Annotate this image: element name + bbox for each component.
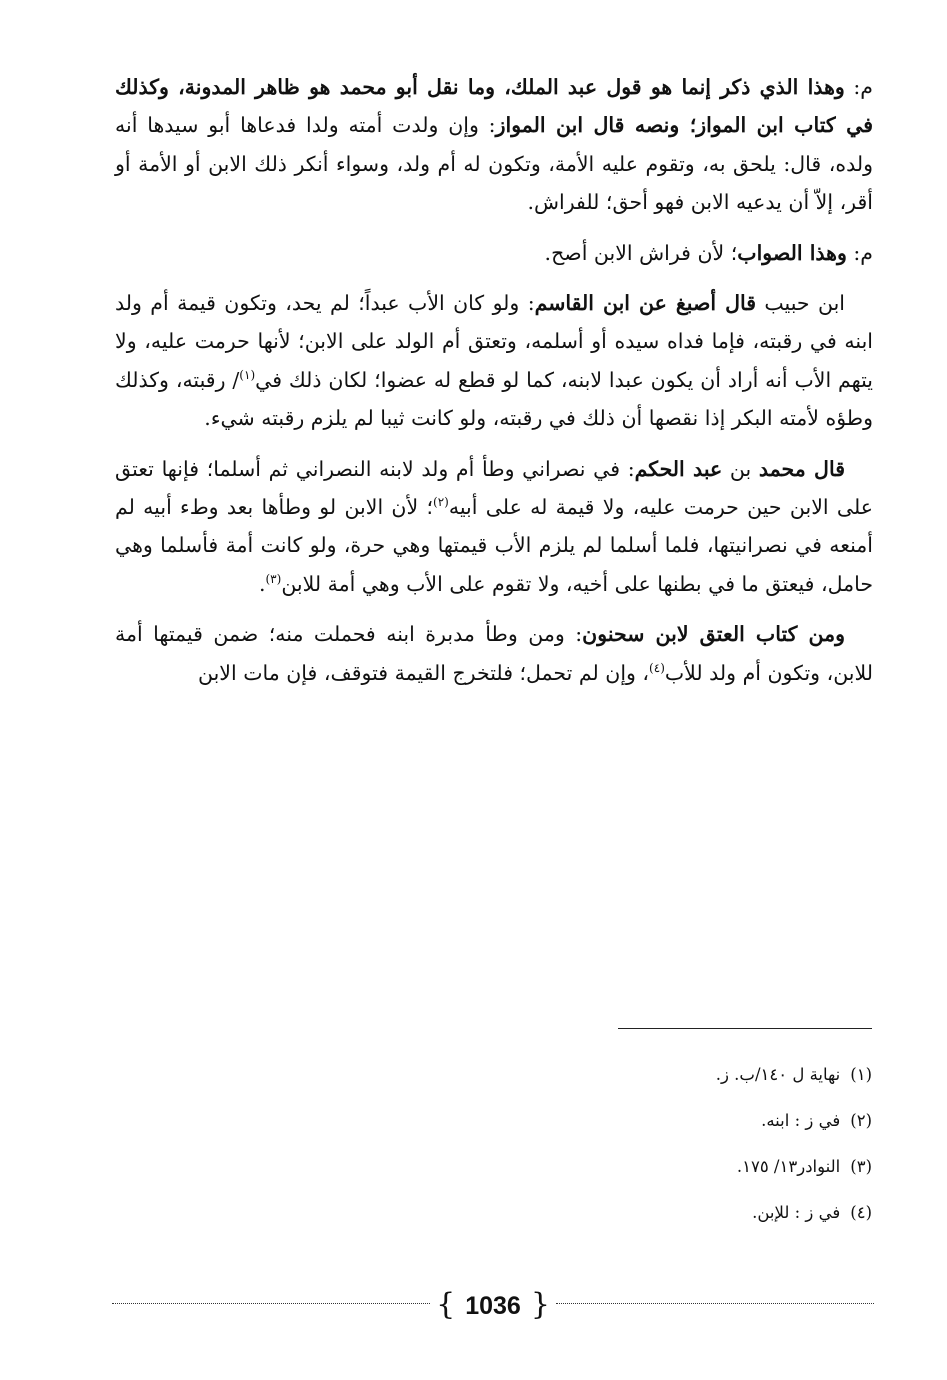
main-text xyxy=(115,68,873,704)
paragraph-3 xyxy=(115,284,873,438)
footnote-divider xyxy=(618,1028,872,1029)
footnote-2 xyxy=(312,1098,872,1144)
p2-bold: وهذا الصواب xyxy=(737,240,847,265)
p2-text: ؛ لأن فراش الابن أصح. xyxy=(544,240,738,265)
p4-text-c: . xyxy=(258,571,266,596)
p5-text-b: ، وإن لم تحمل؛ فلتخرج القيمة فتوقف، فإن مات الابن xyxy=(197,660,650,685)
footnote-ref-2[interactable]: (٢) xyxy=(433,495,449,510)
footnote-number: (١) xyxy=(850,1065,872,1084)
p4-text-a: : في نصراني وطأ أم ولد لابنه النصراني ثم أسلما؛ فإنها تعتق على الابن حين حرمت عليه، ولا قيمة له على أبيه xyxy=(115,456,873,520)
footnote-text: في ز : ابنه. xyxy=(761,1111,841,1130)
paragraph-1 xyxy=(115,68,873,222)
p5-bold: ومن كتاب العتق لابن سحنون xyxy=(582,622,845,647)
footnote-ref-4[interactable]: (٤) xyxy=(649,660,665,675)
p4-text-b: ؛ لأن الابن لو وطأها بعد وطء أبيه لم أمنعه في نصرانيتها، فلما أسلما لم يلزم الأب قيمتها وهي حرة، ولو كانت أمة فأسلما وهي حامل، فيعتق ما في بطنها على أخيه، ولا تقوم على الأب وهي أمة للابن xyxy=(115,495,873,596)
p3-bold: قال أصبغ عن ابن القاسم xyxy=(534,291,757,316)
footnote-ref-3[interactable]: (٣) xyxy=(265,572,282,587)
page-number-close-bracket: } xyxy=(530,1287,550,1322)
footnote-number: (٢) xyxy=(850,1111,872,1130)
footnote-text: نهاية ل ١٤٠/ب. ز. xyxy=(715,1065,841,1084)
p3-text-a: : ولو كان الأب عبداً؛ لم يحد، وتكون قيمة أم ولد ابنه في رقبته، فإما فداه سيده أو أسلمه، وتعتق أم الولد على الابن؛ لأنها حرمت عليه، ولا يتهم الأب أنه أراد أن يكون عبدا لابنه، كما لو قطع له عضوا؛ لكان ذلك في xyxy=(115,291,873,392)
footnote-text: في ز : للإبن. xyxy=(752,1203,841,1222)
p1-text: : وإن ولدت أمته ولدا فدعاها أبو سيدها أنه ولده، قال: يلحق به، وتقوم عليه الأمة، وتكون له أم ولد، وسواء أنكر ذلك الابن أو الأمة أو أقر، إلاّ أن يدعيه الابن فهو أحق؛ للفراش. xyxy=(115,113,873,215)
page-number-open-bracket: { xyxy=(436,1287,456,1322)
p4-bold-b: عبد الحكم xyxy=(634,456,723,481)
footer-rule-left xyxy=(112,1303,430,1304)
page-footer xyxy=(112,1286,874,1326)
p5-text-a: : ومن وطأ مدبرة ابنه فحملت منه؛ ضمن قيمتها أمة للابن، وتكون أم ولد للأب xyxy=(115,622,873,685)
footnote-text: النوادر١٣/ ١٧٥. xyxy=(736,1157,841,1176)
p3-lead: ابن حبيب xyxy=(756,291,845,316)
footer-rule-right xyxy=(556,1303,874,1304)
page-number-value: 1036 xyxy=(465,1292,521,1320)
paragraph-4 xyxy=(115,450,873,604)
page-number xyxy=(426,1286,560,1325)
p4-bold-a: قال محمد xyxy=(758,456,845,481)
footnote-number: (٣) xyxy=(850,1157,872,1176)
footnote-1 xyxy=(312,1052,872,1098)
p4-lead: بن xyxy=(722,456,759,481)
p2-lead: م: xyxy=(846,240,873,265)
footnotes xyxy=(312,1052,872,1236)
p1-bold: وهذا الذي ذكر إنما هو قول عبد الملك، وما نقل أبو محمد هو ظاهر المدونة، وكذلك في كتاب ابن المواز؛ ونصه قال ابن المواز xyxy=(115,75,873,138)
footnote-ref-1[interactable]: (١) xyxy=(239,368,256,383)
footnote-3 xyxy=(312,1144,872,1190)
footnote-number: (٤) xyxy=(850,1203,872,1222)
paragraph-2 xyxy=(115,234,873,272)
footnote-4 xyxy=(312,1190,872,1236)
p1-lead: م: xyxy=(844,75,873,99)
p3-text-b: / رقبته، وكذلك وطؤه لأمته البكر إذا نقصها أن ذلك في رقبته، ولو كانت ثيبا لم يلزم رقبته شيء. xyxy=(115,367,873,431)
paragraph-5 xyxy=(115,615,873,692)
